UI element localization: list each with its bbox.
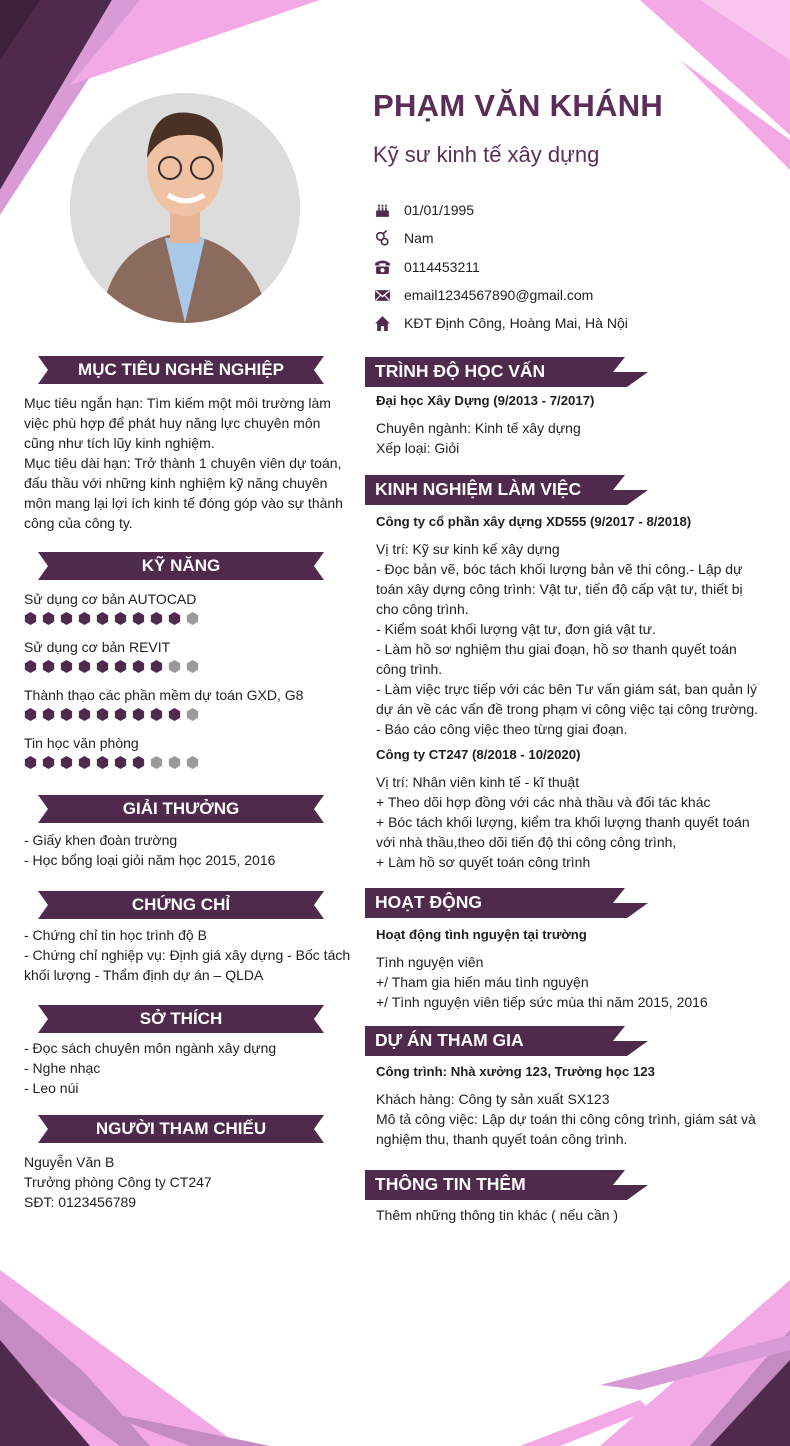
phone-value: 0114453211 [404,258,480,275]
experience-heading [365,475,648,503]
skill-dot-filled [168,612,181,625]
activities-heading-text: HOẠT ĐỘNG [375,892,482,912]
contact-email [374,281,774,309]
skill-dot-filled [24,660,37,673]
skill-dot-filled [42,612,55,625]
skill-dot-filled [150,708,163,721]
activities-text [376,925,776,1012]
skill-dot-filled [60,756,73,769]
objective-line: Mục tiêu dài hạn: Trở thành 1 chuyên viên dự toán, [24,455,342,471]
skill-name: Tin học văn phòng [24,735,139,751]
objective-text [24,393,354,533]
references-heading [38,1115,324,1143]
extra-text [376,1205,776,1225]
skill-dot-empty [186,612,199,625]
projects-text [376,1062,786,1149]
contact-phone [374,253,774,281]
contact-address [374,309,774,337]
activities-heading [365,888,648,916]
skill-dot-filled [132,612,145,625]
contact-list [374,196,774,337]
profile-photo [70,93,300,323]
skill-rating [24,657,354,675]
activity-line: +/ Tham gia hiến máu tình nguyện [376,974,589,990]
education-heading [365,357,648,385]
skill-dot-filled [114,708,127,721]
company-name: Công ty cổ phần xây dựng XD555 (9/2017 - 8/2018) [376,514,692,529]
skill-name: Sử dụng cơ bản REVIT [24,639,171,655]
skill-dot-empty [186,708,199,721]
job-title: Kỹ sư kinh tế xây dựng [373,142,600,167]
home-icon [374,315,391,332]
awards-heading-text: GIẢI THƯỞNG [122,799,240,818]
reference-line: Nguyễn Văn B [24,1154,115,1170]
skill-dot-filled [168,708,181,721]
phone-icon [374,258,391,275]
skill-dot-empty [186,660,199,673]
experience-heading-text: KINH NGHIỆM LÀM VIỆC [375,479,582,499]
skill-dot-filled [114,660,127,673]
job-line: Vị trí: Nhân viên kinh tế - kĩ thuật [376,774,580,790]
skill-dot-filled [78,756,91,769]
certificates-heading-text: CHỨNG CHỈ [131,895,231,914]
email-icon [374,287,391,304]
certificates-heading [38,891,324,919]
objective-line: Mục tiêu ngắn hạn: Tìm kiếm một môi trường làm [24,395,331,411]
job-line: + Làm hồ sơ quyết toán công trình [376,854,591,870]
candidate-name: PHẠM VĂN KHÁNH [373,88,664,123]
objective-line: đấu thầu với những kinh nghiệm kỹ năng chuyên [24,475,328,491]
extra-line: Thêm những thông tin khác ( nếu cần ) [376,1207,619,1223]
address-value: KĐT Định Công, Hoàng Mai, Hà Nội [404,315,628,332]
objective-line: công của công ty. [24,515,133,531]
job-line: + Theo dõi hợp đồng với các nhà thầu và đối tác khác [376,794,711,810]
hobby-line: - Nghe nhạc [24,1060,101,1076]
awards-text [24,830,354,870]
job-line: toán xây dựng công trình: Vật tư, tiến độ cấp vật tư, thiết bị [376,581,743,597]
activity-line: Tình nguyện viên [376,954,484,970]
skill-dot-filled [60,612,73,625]
project-title: Công trình: Nhà xưởng 123, Trường học 123 [376,1064,655,1079]
skill-dot-filled [42,756,55,769]
gender-icon [374,230,391,247]
skill-dot-filled [96,612,109,625]
skill-dot-filled [132,708,145,721]
birthday-value: 01/01/1995 [404,202,475,219]
objective-line: cũng như tích lũy kinh nghiệm. [24,435,215,451]
skill-dot-empty [168,660,181,673]
skills-list [24,589,354,771]
skill-dot-filled [78,612,91,625]
award-line: - Giấy khen đoàn trường [24,832,178,848]
company-name: Công ty CT247 (8/2018 - 10/2020) [376,747,581,762]
education-line: Xếp loại: Giỏi [376,440,460,456]
projects-heading-text: DỰ ÁN THAM GIA [375,1030,524,1050]
references-heading-text: NGƯỜI THAM CHIẾU [95,1119,267,1138]
job-line: cho công trình. [376,601,469,617]
job-line: - Báo cáo công việc theo từng giai đoạn. [376,721,628,737]
hobbies-text [24,1038,354,1098]
education-heading-text: TRÌNH ĐỘ HỌC VẤN [375,361,546,381]
skill-dot-filled [24,756,37,769]
certificates-text [24,925,354,985]
skill-rating [24,609,354,627]
certificate-line: - Chứng chỉ tin học trình độ B [24,927,207,943]
extra-heading [365,1170,648,1198]
projects-heading [365,1026,648,1054]
school-name: Đại học Xây Dựng (9/2013 - 7/2017) [376,393,595,408]
education-line: Chuyên ngành: Kinh tế xây dựng [376,420,581,436]
hobbies-heading-text: SỞ THÍCH [139,1009,223,1028]
project-line: Khách hàng: Công ty sản xuất SX123 [376,1091,610,1107]
skill-dot-filled [24,708,37,721]
skill-dot-filled [96,708,109,721]
objective-heading-text: MỤC TIÊU NGHỀ NGHIỆP [78,360,284,379]
job-line: công trình. [376,661,443,677]
activity-line: +/ Tình nguyện viên tiếp sức mùa thi năm 2015, 2016 [376,994,708,1010]
skill-dot-filled [24,612,37,625]
award-line: - Học bổng loại giỏi năm học 2015, 2016 [24,852,276,868]
objective-line: môn mang lại lợi ích kinh tế đóng góp vào sự thành [24,495,343,511]
gender-value: Nam [404,230,434,247]
skill-rating [24,705,354,723]
skill-dot-filled [42,708,55,721]
birthday-cake-icon [374,202,391,219]
skill-dot-filled [114,612,127,625]
certificate-line: khối lượng - Thẩm định dự án – QLDA [24,967,264,983]
skill-rating [24,753,354,771]
hobby-line: - Đọc sách chuyên môn ngành xây dựng [24,1040,277,1056]
skill-dot-filled [60,708,73,721]
certificate-line: - Chứng chỉ nghiệp vụ: Định giá xây dựng - Bốc tách [24,947,351,963]
job-line: - Đọc bản vẽ, bóc tách khối lượng bản vẽ thi công.- Lập dự [376,561,743,577]
skill-dot-filled [132,756,145,769]
skill-dot-filled [96,756,109,769]
job-line: - Kiểm soát khối lượng vật tư, đơn giá vật tư. [376,621,656,637]
job-line: - Làm hồ sơ nghiệm thu giai đoạn, hồ sơ thanh quyết toán [376,641,737,657]
skills-heading-text: KỸ NĂNG [141,556,221,575]
hobby-line: - Leo núi [24,1080,79,1096]
objective-heading [38,356,324,384]
experience-text [376,512,786,872]
skill-dot-filled [96,660,109,673]
extra-heading-text: THÔNG TIN THÊM [375,1174,526,1194]
skill-dot-filled [42,660,55,673]
awards-heading [38,795,324,823]
skill-dot-empty [150,756,163,769]
hobbies-heading [38,1005,324,1033]
contact-gender [374,224,774,252]
objective-line: việc phù hợp để phát huy năng lực chuyên môn [24,415,321,431]
skill-dot-empty [168,756,181,769]
skill-dot-filled [150,660,163,673]
skill-dot-filled [78,660,91,673]
job-line: Vị trí: Kỹ sư kinh kế xây dựng [376,541,560,557]
job-line: dự án về các vấn đề trong phạm vi công việc tại công trường. [376,701,759,717]
skill-dot-filled [78,708,91,721]
job-line: + Bóc tách khối lượng, kiểm tra khối lượng thanh quyết toán [376,814,750,830]
skill-dot-filled [132,660,145,673]
project-line: Mô tả công việc: Lập dự toán thi công công trình, giám sát và [376,1111,756,1127]
contact-birthday [374,196,774,224]
reference-line: SĐT: 0123456789 [24,1194,137,1210]
email-value: email1234567890@gmail.com [404,287,594,304]
job-line: - Làm việc trực tiếp với các bên Tư vấn giám sát, ban quản lý [376,681,757,697]
activity-title: Hoạt động tình nguyện tại trường [376,927,587,942]
references-text [24,1152,354,1212]
job-line: với nhà thầu,theo dõi tiến độ thi công công trình, [376,834,677,850]
reference-line: Trưởng phòng Công ty CT247 [24,1174,212,1190]
skill-dot-filled [60,660,73,673]
skills-heading [38,552,324,580]
skill-dot-filled [114,756,127,769]
skill-name: Thành thạo các phần mềm dự toán GXD, G8 [24,687,304,703]
skill-dot-empty [186,756,199,769]
project-line: nghiệm thu, thanh quyết toán công trình. [376,1131,628,1147]
skill-name: Sử dụng cơ bản AUTOCAD [24,591,197,607]
skill-dot-filled [150,612,163,625]
education-text [376,391,776,458]
